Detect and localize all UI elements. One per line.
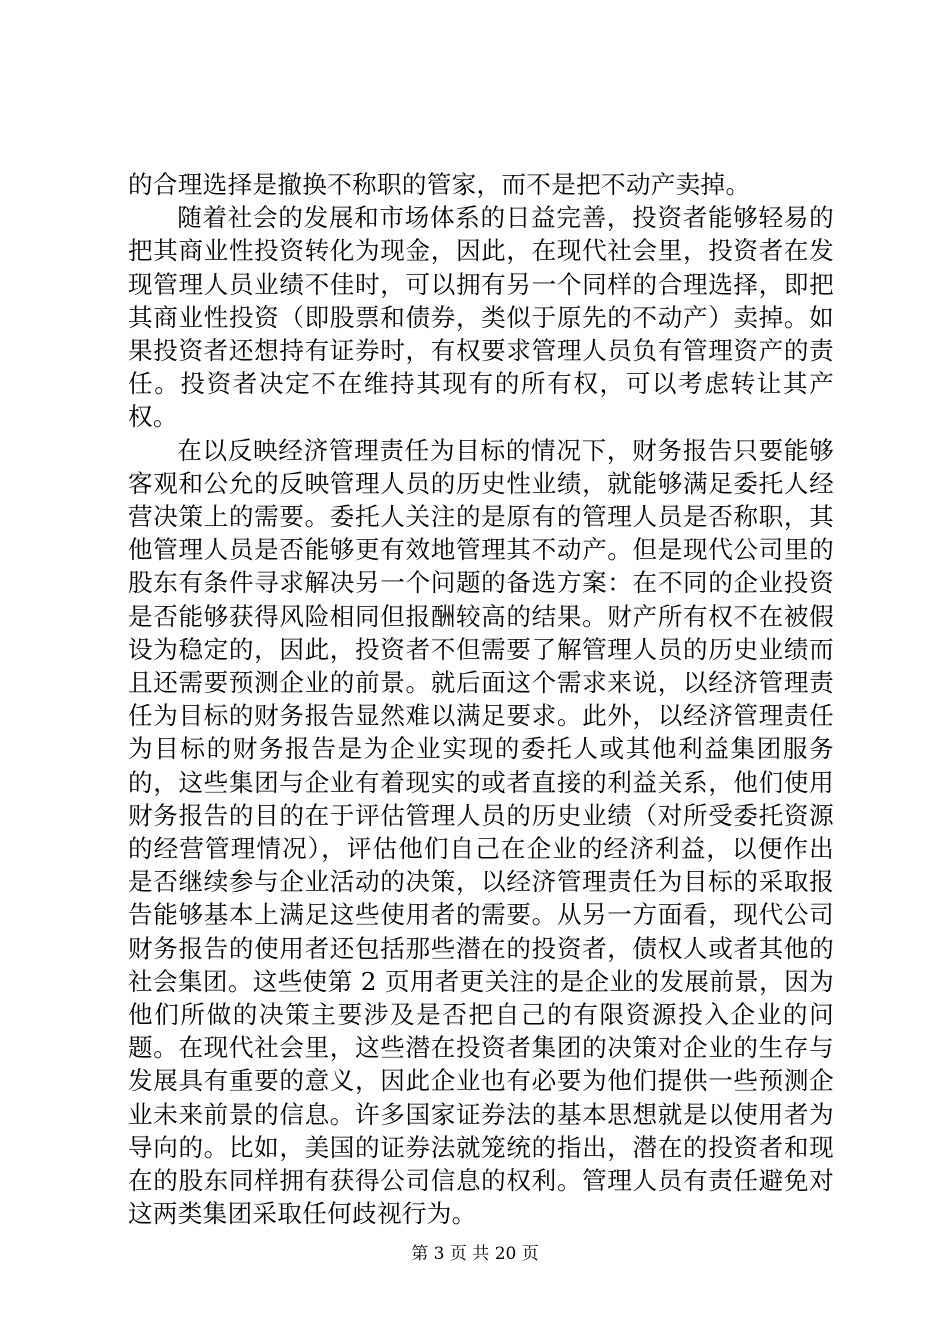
document-body — [128, 168, 834, 1231]
paragraph-financial-reporting: 在以反映经济管理责任为目标的情况下，财务报告只要能够客观和公允的反映管理人员的历史性业绩，就能够满足委托人经营决策上的需要。委托人关注的是原有的管理人员是否称职，其他管理人员是否能够更有效地管理其不动产。但是现代公司里的股东有条件寻求解决另一个问题的备选方案：在不同的企业投资是否能够获得风险相同但报酬较高的结果。财产所有权不在被假设为稳定的，因此，投资者不但需要了解管理人员的历史业绩而且还需要预测企业的前景。就后面这个需求来说，以经济管理责任为目标的财务报告显然难以满足要求。此外，以经济管理责任为目标的财务报告是为企业实现的委托人或其他利益集团服务的，这些集团与企业有着现实的或者直接的利益关系，他们使用财务报告的目的在于评估管理人员的历史业绩（对所受委托资源的经营管理情况），评估他们自己在企业的经济利益，以便作出是否继续参与企业活动的决策，以经济管理责任为目标的采取报告能够基本上满足这些使用者的需要。从另一方面看，现代公司财务报告的使用者还包括那些潜在的投资者，债权人或者其他的社会集团。这些使第 2 页用者更关注的是企业的发展前景，因为他们所做的决策主要涉及是否把自己的有限资源投入企业的问题。在现代社会里，这些潜在投资者集团的决策对企业的生存与发展具有重要的意义，因此企业也有必要为他们提供一些预测企业未来前景的信息。许多国家证券法的基本思想就是以使用者为导向的。比如，美国的证券法就笼统的指出，潜在的投资者和现在的股东同样拥有获得公司信息的权利。管理人员有责任避免对这两类集团采取任何歧视行为。 — [128, 435, 834, 1229]
page-footer: 第 3 页 共 20 页 — [411, 1244, 539, 1264]
paragraph-investor-choice: 随着社会的发展和市场体系的日益完善，投资者能够轻易的把其商业性投资转化为现金，因此，在现代社会里，投资者在发现管理人员业绩不佳时，可以拥有另一个同样的合理选择，即把其商业性投资（即股票和债券，类似于原先的不动产）卖掉。如果投资者还想持有证券时，有权要求管理人员负有管理资产的责任。投资者决定不在维持其现有的所有权，可以考虑转让其产权。 — [128, 203, 834, 432]
paragraph-continuation: 的合理选择是撤换不称职的管家，而不是把不动产卖掉。 — [128, 170, 751, 199]
